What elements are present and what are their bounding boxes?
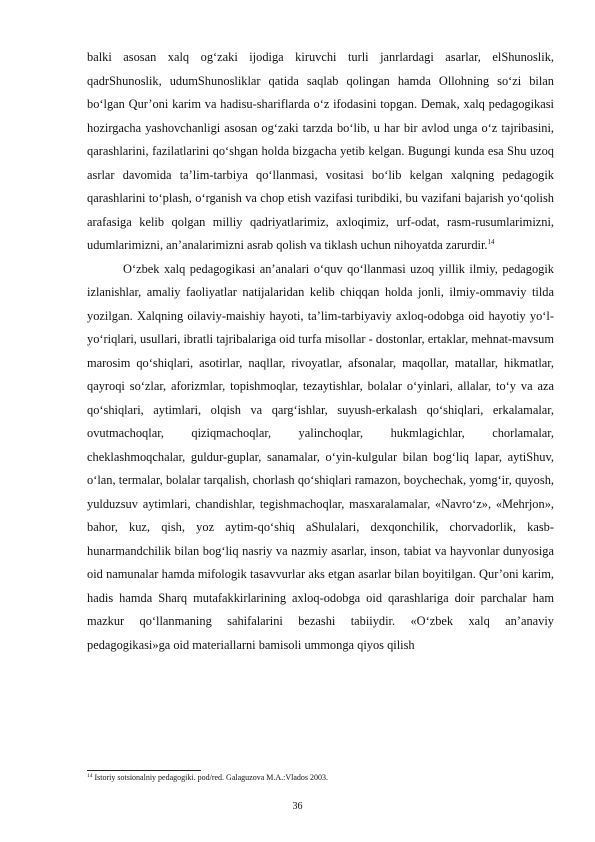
footnote-number: 14	[87, 773, 93, 779]
paragraph-2-text: O‘zbek xalq pedagogikasi an’analari o‘quv qo‘llanmasi uzoq yillik ilmiy, pedagogik izlanishlar, amaliy faoliyatlar natijalaridan kelib chiqqan holda jonli, ilmiy-ommaviy tilda yozilgan. Xalqning oilaviy-maishiy hayoti, ta’lim-tarbiyaviy axloq-odobga oid hayotiy yo‘l-yo‘riqlari, usullari, ibratli tajribalariga oid turfa misollar - dostonlar, ertaklar, mehnat-mavsum marosim qo‘shiqlari, asotirlar, naqllar, rivoyatlar, afsonalar, maqollar, matallar, hikmatlar, qayroqi so‘zlar, aforizmlar, topishmoqlar, tezaytishlar, bolalar o‘yinlari, allalar, to‘y va aza qo‘shiqlari, aytimlari, olqish va qarg‘ishlar, suyush-erkalash qo‘shiqlari, erkalamalar, ovutmachoqlar, qiziqmachoqlar, yalinchoqlar, hukmlagichlar, chorlamalar, cheklashmoqchalar, guldur-guplar, sanamalar, o‘yin-kulgular bilan bog‘liq lapar, aytiShuv, o‘lan, termalar, bolalar tarqalish, chorlash qo‘shiqlari ramazon, boychechak, yomg‘ir, quyosh, yulduzsuv aytimlari, chandishlar, tegishmachoqlar, masxaralamalar, «Navro‘z», «Mehrjon», bahor, kuz, qish, yoz aytim-qo‘shiq aShulalari, dexqonchilik, chorvadorlik, kasb-hunarmandchilik bilan bog‘liq nasriy va nazmiy asarlar, inson, tabiat va hayvonlar dunyosiga oid namunalar hamda mifologik tasavvurlar aks etgan asarlar bilan boyitilgan. Qur’oni karim, hadis hamda Sharq mutafakkirlarining axloq-odobga oid qarashlariga doir parchalar ham mazkur qo‘llanmaning sahifalarini bezashi tabiiydir. «O‘zbek xalq an’anaviy pedagogikasi»ga oid materiallarni bamisoli ummonga qiyos qilish	[87, 261, 554, 652]
footnote	[87, 773, 554, 783]
body-text	[87, 46, 554, 657]
page-number: 36	[292, 801, 303, 812]
paragraph-1	[87, 46, 554, 258]
paragraph-1-text: balki asosan xalq og‘zaki ijodiga kiruvchi turli janrlardagi asarlar, elShunoslik, qadrShunoslik, udumShunosliklar qatida saqlab qolingan hamda Ollohning so‘zi bilan bo‘lgan Qur’oni karim va hadisu-shariflarda o‘z ifodasini topgan. Demak, xalq pedagogikasi hozirgacha yashovchanligi asosan og‘zaki tarzda bo‘lib, u har bir avlod unga o‘z tajribasini, qarashlarini, fazilatlarini qo‘shgan holda bizgacha yetib kelgan. Bugungi kunda esa Shu uzoq asrlar davomida ta’lim-tarbiya qo‘llanmasi, vositasi bo‘lib kelgan xalqning pedagogik qarashlarini to‘plash, o‘rganish va chop etish vazifasi turibdiki, bu vazifani bajarish yo‘qolish arafasiga kelib qolgan milliy qadriyatlarimiz, axloqimiz, urf-odat, rasm-rusumlarimizni, udumlarimizni, an’analarimizni asrab qolish va tiklash uchun nihoyatda zarurdir.	[87, 50, 554, 252]
footnote-reference[interactable]: 14	[487, 238, 495, 246]
footnote-text: Istoriy sotsionalniy pedagogiki. pod/red. Galaguzova M.A.:Vlados 2003.	[94, 773, 329, 782]
paragraph-2	[87, 258, 554, 658]
footnote-divider	[87, 770, 201, 771]
